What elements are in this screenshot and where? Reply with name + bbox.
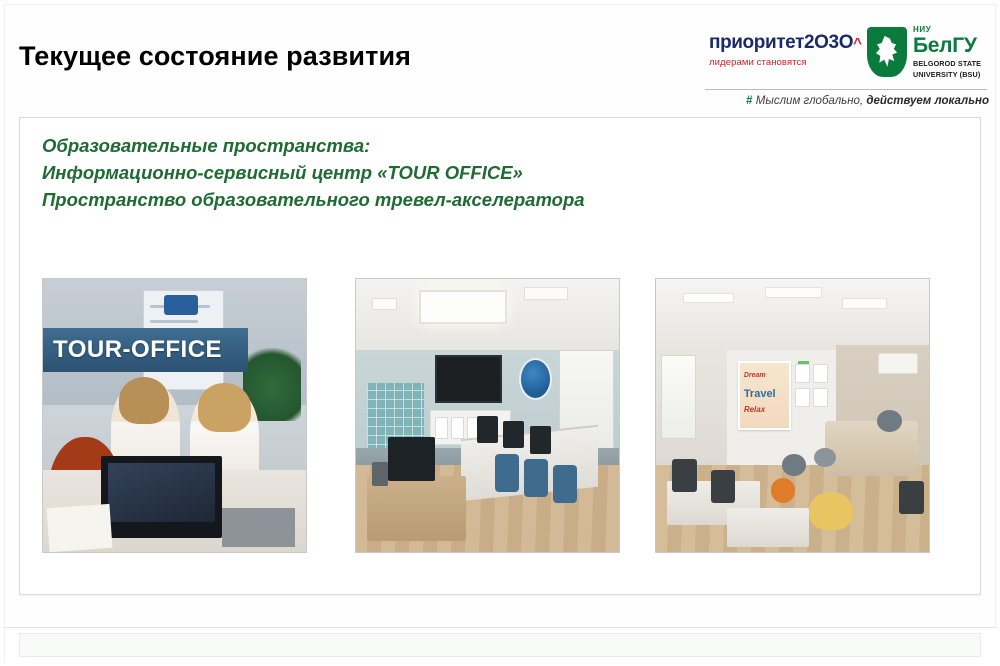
lion-emblem-icon <box>875 36 899 68</box>
photo-travel-accelerator-lounge <box>655 278 930 553</box>
photo-3-window <box>661 355 696 439</box>
photo-2-pen-cup <box>372 462 388 487</box>
photo-1-person-left-hair <box>119 377 169 423</box>
photo-2-monitor <box>530 426 551 453</box>
photo-3-chair <box>672 459 697 492</box>
tagline-part-1: Мыслим глобально, <box>755 95 864 107</box>
hashtag-icon: # <box>746 95 753 107</box>
belgorod-state-university-logo <box>867 25 985 87</box>
photo-3-poster-line-3: Relax <box>743 404 766 414</box>
photo-2-ceiling-light <box>524 287 568 300</box>
priority-2030-caret: ^ <box>853 35 862 52</box>
tagline-part-2: действуем локально <box>866 95 989 107</box>
photo-3-chair <box>899 481 924 514</box>
photo-3-poster-line-2: Travel <box>743 387 776 400</box>
photo-3-pouf <box>877 410 902 432</box>
priority-2030-wordmark-text: приоритет2О3О <box>709 32 854 53</box>
photo-2-chair <box>495 454 519 492</box>
photo-3-wall-poster <box>738 361 791 431</box>
photo-1-banner <box>43 328 248 372</box>
headline-block <box>42 132 942 213</box>
slide-canvas <box>4 4 996 662</box>
photo-3-chair <box>711 470 736 503</box>
photo-2-globe-emblem <box>519 358 552 400</box>
shield-icon <box>867 27 907 77</box>
content-card <box>19 117 981 595</box>
priority-2030-logo <box>709 32 862 81</box>
photo-1-laptop <box>101 456 222 538</box>
slide-header <box>5 5 997 117</box>
photo-3-ceiling-light <box>842 298 888 309</box>
photo-3-note <box>795 364 810 383</box>
photo-computer-classroom <box>355 278 620 553</box>
photo-3-note <box>795 388 810 407</box>
photo-2-board-note <box>451 417 464 439</box>
tagline <box>705 95 989 107</box>
photo-2-ceiling-light <box>372 298 398 310</box>
photo-3-ceiling-light <box>765 287 822 298</box>
bsu-nnu-label: НИУ <box>913 25 932 34</box>
photo-gallery <box>42 278 960 558</box>
photo-2-front-monitor <box>388 437 435 481</box>
photo-3-air-conditioner <box>878 353 918 374</box>
headline-line-3: Пространство образовательного тревел-акселератора <box>42 189 585 210</box>
header-divider <box>705 89 987 90</box>
photo-3-note <box>813 388 828 407</box>
photo-2-monitor <box>503 421 524 448</box>
photo-3-note <box>813 364 828 383</box>
photo-3-notes-grid <box>795 364 828 408</box>
photo-2-wall-monitor <box>435 355 502 403</box>
priority-2030-subtitle: лидерами становятся <box>709 57 807 68</box>
photo-2-monitor <box>477 416 498 443</box>
photo-1-papers <box>47 503 113 551</box>
photo-2-chair <box>553 465 577 503</box>
photo-3-bench <box>825 421 918 476</box>
bsu-logo-text <box>913 25 985 79</box>
photo-2-chair <box>524 459 548 497</box>
photo-3-pouf <box>782 454 807 476</box>
photo-1-person-right-hair <box>198 383 251 432</box>
bsu-short-name: БелГУ <box>913 34 977 57</box>
photo-2-ceiling-light-main <box>419 290 507 324</box>
photo-3-table <box>727 508 809 546</box>
page-title: Текущее состояние развития <box>19 41 411 71</box>
photo-1-laptop-screen <box>108 463 214 522</box>
photo-1-banner-caption: TOUR-OFFICE <box>53 335 223 363</box>
slide-footer-bar <box>19 633 981 657</box>
priority-2030-wordmark <box>709 32 862 54</box>
photo-1-wall-logo <box>164 295 198 315</box>
headline-line-2: Информационно-сервисный центр «TOUR OFFICE» <box>42 162 523 183</box>
bsu-english-line-2: UNIVERSITY (BSU) <box>913 70 981 79</box>
photo-3-poster-line-1: Dream <box>743 372 766 380</box>
headline-line-1: Образовательные пространства: <box>42 135 371 156</box>
photo-tour-office-consultation <box>42 278 307 553</box>
photo-1-photo-strip <box>222 508 296 546</box>
photo-1-board-line <box>150 320 197 323</box>
photo-3-ceiling-light <box>683 293 734 304</box>
bsu-english-line-1: BELGOROD STATE <box>913 59 982 68</box>
photo-3-beanbag <box>809 492 853 530</box>
photo-3-orange-seat <box>771 478 796 503</box>
photo-2-board-note <box>435 417 448 439</box>
